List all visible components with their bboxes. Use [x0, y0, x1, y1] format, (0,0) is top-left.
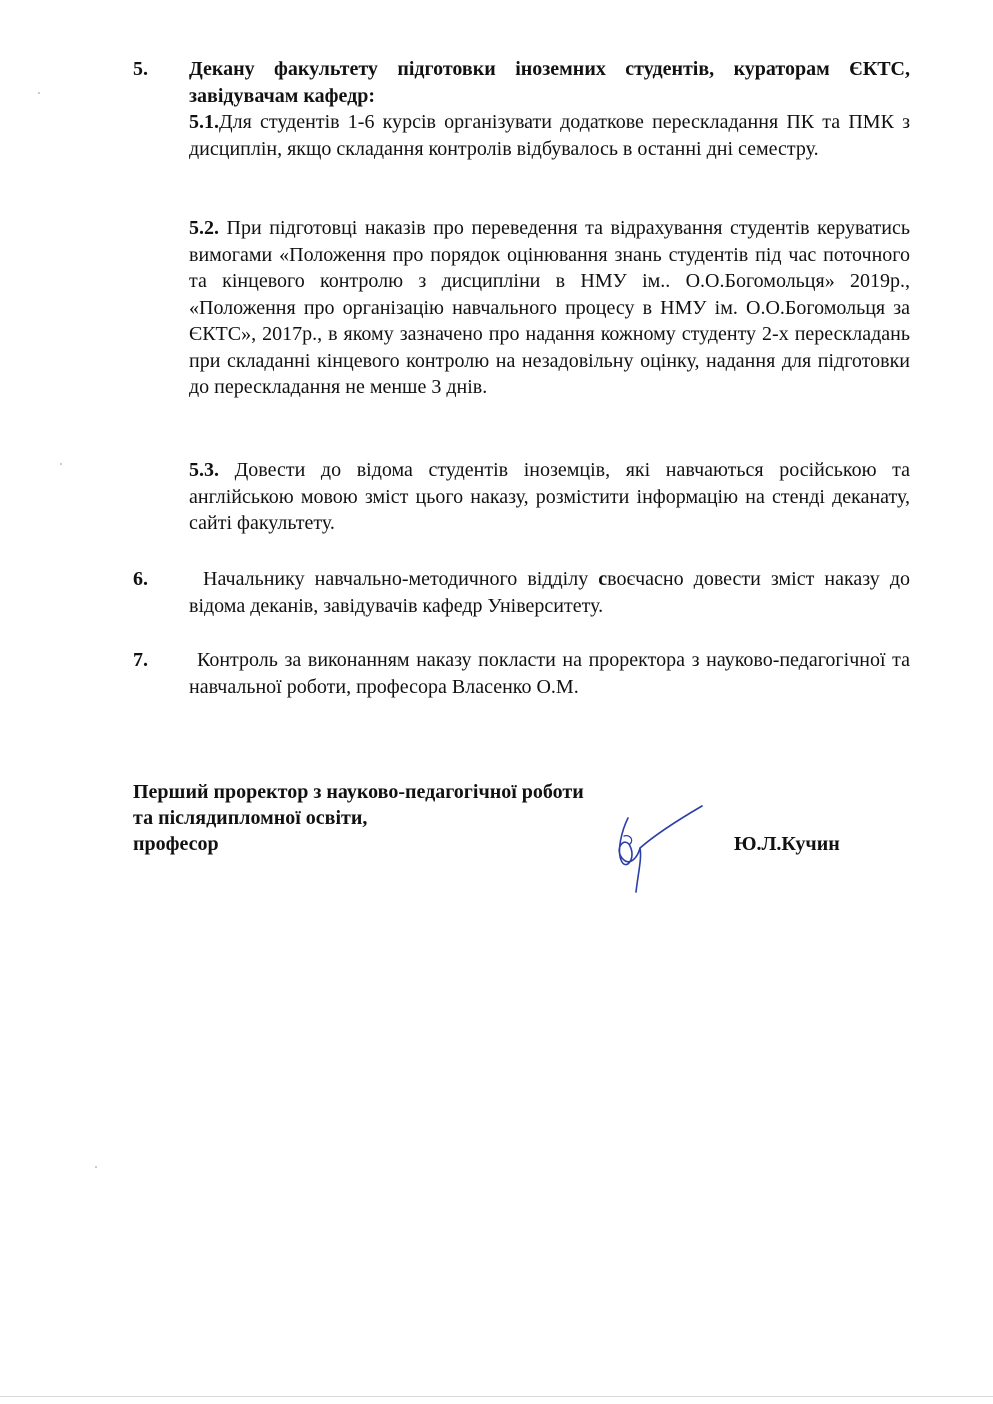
- scan-speck: [38, 92, 40, 94]
- scan-speck: [95, 1166, 97, 1168]
- signatory-title-line-3: професор: [133, 833, 219, 855]
- item-5-3-label: 5.3.: [189, 459, 219, 481]
- item-6-text-end: воєчасно довести зміст наказу до відома деканів, завідувачів кафедр Університету.: [189, 568, 911, 617]
- signatory-name: Ю.Л.Кучин: [734, 833, 840, 855]
- handwritten-signature-icon: [600, 800, 710, 900]
- item-5-1-paragraph: [189, 109, 910, 162]
- signatory-title-line-1: Перший проректор з науково-педагогічної роботи: [133, 781, 584, 803]
- item-7-text: Контроль за виконанням наказу покласти на проректора з науково-педагогічної та навчальної роботи, професора Власенко О.М.: [189, 649, 910, 698]
- signatory-title-line-2: та післядипломної освіти,: [133, 807, 368, 829]
- item-5-2-label: 5.2.: [189, 217, 219, 239]
- signatory-title: [133, 779, 584, 857]
- item-5-number: 5.: [133, 58, 148, 80]
- item-6-number: 6.: [133, 568, 148, 590]
- scan-bottom-edge: [0, 1396, 993, 1397]
- item-5-heading: Декану факультету підготовки іноземних студентів, кураторам ЄКТС, завідувачам кафедр:: [189, 58, 910, 107]
- item-5-2-text: При підготовці наказів про переведення та відрахування студентів керуватись вимогами «Положення про порядок оцінювання знань студентів під час поточного та кінцевого контролю з дисципліни в НМУ ім.. О.О.Богомольця» 2019р., «Положення про організацію навчального процесу в НМУ ім. О.О.Богомольця за ЄКТС», 2017р., в якому зазначено про надання кожному студенту 2-х перескладань при складанні кінцевого контролю на незадовільну оцінку, надання для підготовки до перескладання не менше 3 днів.: [189, 217, 910, 398]
- item-5-1-label: 5.1.: [189, 111, 219, 133]
- item-5-2-paragraph: [189, 215, 910, 401]
- item-6-text-start: Начальнику навчально-методичного відділу: [203, 568, 599, 590]
- item-7-number: 7.: [133, 649, 148, 671]
- item-5-3-paragraph: [189, 457, 910, 537]
- item-5-3-text: Довести до відома студентів іноземців, які навчаються російською та англійською мовою зміст цього наказу, розмістити інформацію на стенді деканату, сайті факультету.: [189, 459, 910, 534]
- item-6-paragraph: [189, 566, 910, 619]
- item-6-text-bold: с: [598, 568, 608, 590]
- scan-speck: [60, 463, 62, 465]
- item-5-1-text: Для студентів 1-6 курсів організувати додаткове перескладання ПК та ПМК з дисциплін, якщо складання контролів відбувалось в останні дні семестру.: [189, 111, 910, 160]
